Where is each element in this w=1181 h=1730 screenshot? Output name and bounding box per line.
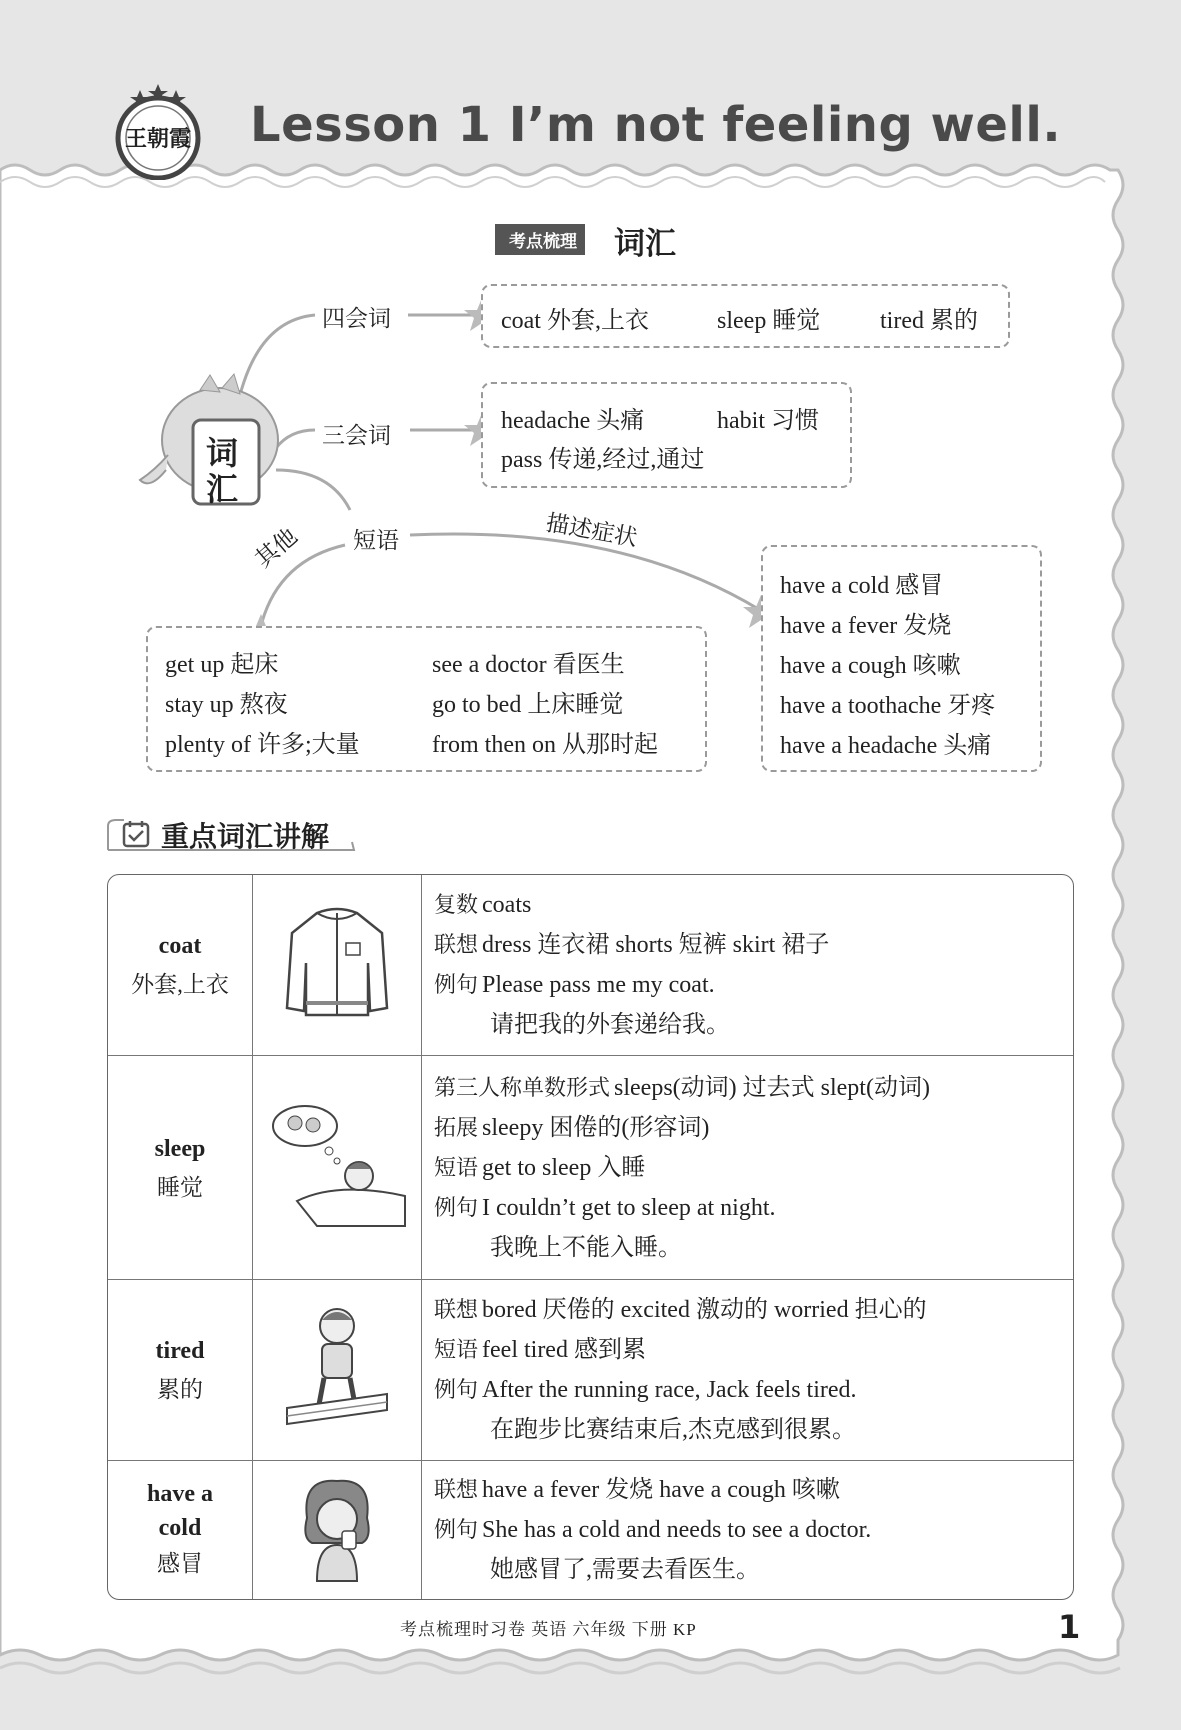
line-text: Please pass me my coat. (482, 972, 715, 998)
line-text: get to sleep 入睡 (482, 1154, 646, 1181)
word-chinese: 外套,上衣 (131, 972, 229, 997)
vocab-item: habit 习惯 (717, 408, 819, 434)
branch-three-label: 三会词 (322, 423, 391, 449)
word-chinese: 累的 (157, 1377, 203, 1402)
sleeping-child-icon (267, 1101, 407, 1231)
calendar-check-icon (124, 824, 148, 846)
symptoms-label: 描述症状 (544, 510, 640, 552)
line-text: She has a cold and needs to see a doctor. (482, 1517, 872, 1543)
jacket-icon (282, 903, 392, 1023)
line-text: dress 连衣裙 shorts 短裤 skirt 裙子 (482, 932, 830, 958)
phrase-item: have a cough 咳嗽 (780, 653, 961, 679)
line-text: I couldn’t get to sleep at night. (482, 1194, 776, 1221)
line-tag: 联想 (434, 933, 479, 958)
line-text: have a fever 发烧 have a cough 咳嗽 (482, 1477, 840, 1503)
section-badge: 考点梳理 (495, 224, 585, 255)
three-skill-words-box (481, 382, 852, 488)
line-tag: 第三人称单数形式 (434, 1075, 611, 1101)
phrase-item: have a cold 感冒 (780, 573, 944, 599)
line-text: 我晚上不能入睡。 (490, 1234, 682, 1261)
tired-runner-icon (282, 1298, 392, 1438)
table-row (108, 1280, 1073, 1461)
line-tag: 例句 (434, 1378, 479, 1403)
phrase-item: have a toothache 牙疼 (780, 693, 996, 719)
line-tag: 联想 (434, 1478, 479, 1503)
phrase-item: go to bed 上床睡觉 (432, 692, 624, 718)
phrase-item: see a doctor 看医生 (432, 652, 625, 678)
branch-phrase-label: 短语 (353, 528, 399, 554)
vocab-item: sleep 睡觉 (717, 308, 821, 334)
table-row (108, 875, 1073, 1056)
mind-map-center-bottom: 汇 (206, 470, 239, 508)
sick-girl-icon (292, 1473, 382, 1583)
page-number: 1 (1058, 1608, 1081, 1646)
vocab-table (107, 874, 1074, 1600)
table-row (108, 1461, 1073, 1599)
mind-map-center-top: 词 (206, 434, 239, 472)
phrase-item: from then on 从那时起 (432, 732, 658, 758)
symptom-phrases-box (761, 545, 1042, 772)
word-chinese: 感冒 (157, 1551, 203, 1576)
line-tag: 例句 (434, 973, 479, 998)
other-phrases-box (146, 626, 707, 772)
line-text: After the running race, Jack feels tired. (482, 1377, 857, 1403)
phrase-item: get up 起床 (165, 652, 279, 678)
phrase-item: have a fever 发烧 (780, 613, 952, 639)
line-tag: 联想 (434, 1298, 479, 1323)
phrase-item: stay up 熬夜 (165, 692, 288, 718)
branch-four-label: 四会词 (322, 306, 391, 332)
vocab-item: headache 头痛 (501, 408, 645, 434)
phrase-item: plenty of 许多;大量 (165, 732, 360, 758)
line-tag: 复数 (434, 893, 479, 918)
word-english: have a cold (147, 1481, 213, 1541)
table-row (108, 1056, 1073, 1280)
section-title: 词汇 (614, 226, 676, 262)
line-text: bored 厌倦的 excited 激动的 worried 担心的 (482, 1297, 927, 1323)
vocab-item: pass 传递,经过,通过 (501, 447, 705, 473)
line-tag: 拓展 (434, 1115, 479, 1141)
other-label: 其他 (250, 523, 303, 574)
line-text: feel tired 感到累 (482, 1337, 646, 1363)
line-text: sleeps(动词) 过去式 slept(动词) (614, 1074, 930, 1101)
line-text: 请把我的外套递给我。 (490, 1012, 730, 1038)
key-vocab-title: 重点词汇讲解 (161, 820, 330, 853)
line-text: coats (482, 892, 532, 918)
word-english: coat (158, 933, 202, 959)
footer-text: 考点梳理时习卷 英语 六年级 下册 KP (400, 1620, 697, 1639)
four-skill-words-box (481, 284, 1010, 348)
line-text: 她感冒了,需要去看医生。 (490, 1557, 760, 1583)
line-tag: 短语 (434, 1338, 479, 1363)
word-english: sleep (154, 1135, 206, 1162)
word-chinese: 睡觉 (157, 1174, 203, 1200)
vocab-item: coat 外套,上衣 (501, 308, 649, 334)
logo-text: 王朝霞 (124, 126, 192, 152)
line-tag: 短语 (434, 1155, 479, 1181)
line-text: 在跑步比赛结束后,杰克感到很累。 (490, 1417, 856, 1443)
page-title: Lesson 1 I’m not feeling well. (250, 97, 1062, 153)
vocab-item: tired 累的 (880, 308, 978, 334)
word-english: tired (155, 1338, 205, 1364)
line-tag: 例句 (434, 1518, 479, 1543)
line-tag: 例句 (434, 1195, 479, 1221)
phrase-item: have a headache 头痛 (780, 733, 992, 759)
line-text: sleepy 困倦的(形容词) (482, 1114, 710, 1141)
